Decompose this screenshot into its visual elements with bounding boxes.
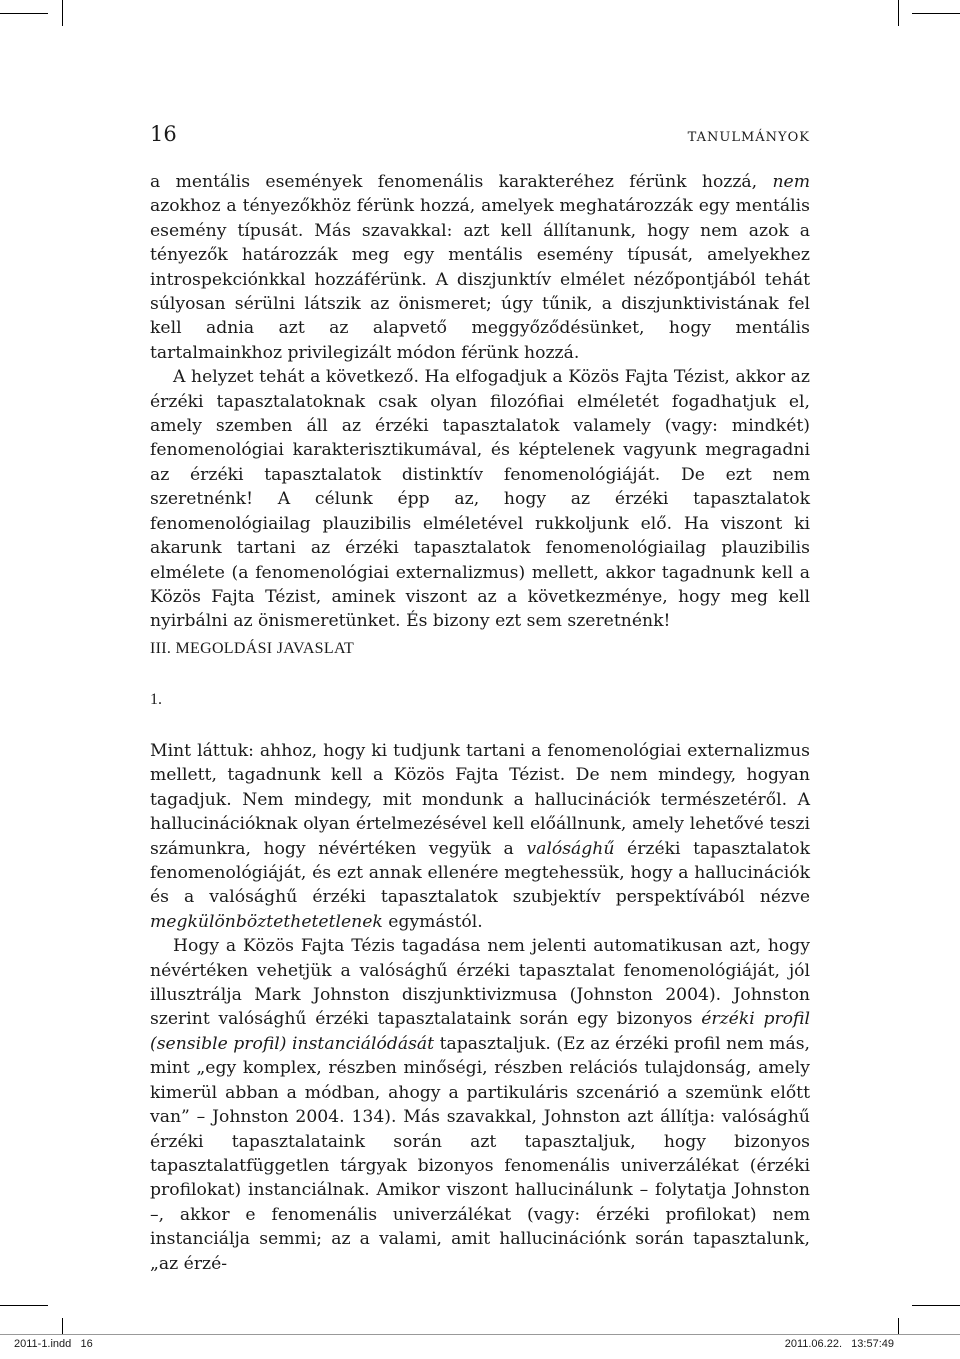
paragraph: [150, 170, 810, 365]
footer-file-label: 2011-1.indd 16: [14, 1338, 93, 1350]
body-text-block-1: [150, 170, 810, 634]
text-run: érzéki tapasztalatok fenomenológiáját, és ezt annak ellenére megtehessük, hogy a hallucinációk és a valósághű érzéki tapasztalatok szubjektív perspektívából nézve: [150, 838, 810, 908]
crop-mark-bottom-left: [0, 1305, 48, 1306]
emphasis-text: nem: [772, 172, 810, 192]
text-run: Hogy a Közös Fajta Tézis tagadása nem jelenti automatikusan azt, hogy névértéken vehetjük a valósághű érzéki tapasztalat fenomenológiáját, jól illusztrálja Mark Johnston diszjunktivizmusa (Johnston 2004). Johnston szerint valósághű érzéki tapasztalataink során egy bizonyos: [150, 936, 810, 1030]
body-text-block-2: [150, 739, 810, 1276]
text-run: Mint láttuk: ahhoz, hogy ki tudjunk tartani a fenomenológiai externalizmus mellett, tagadnunk kell a Közös Fajta Tézist. De nem mindegy, hogyan tagadjuk. Nem mindegy, mit mondunk a hallucinációk természetéről. A hallucinációknak olyan értelmezésével kell előállnunk, amely lehetővé teszi számunkra, hogy névértéken vegyük a: [150, 741, 810, 859]
footer-divider: [0, 1334, 960, 1335]
text-run: tapasztaljuk. (Ez az érzéki profil nem más, mint „egy komplex, részben minőségi, részben relációs tulajdonság, amely kimerül abban a módban, ahogy a partikuláris szcenárió a szemünk előtt van” – Johnston 2004. 134). Más szavakkal, Johnston azt állítja: valósághű érzéki tapasztalataink során azt tapasztaljuk, hogy bizonyos tapasztalatfüggetlen tárgyak bizonyos fenomenális univerzálékat (érzéki profilokat) instanciálnak. Amikor viszont hallucinálunk – folytatja Johnston –, akkor e fenomenális univerzálékat (vagy: érzéki profilokat) nem instanciálja semmi; az a valami, amit hallucinációnk során tapasztalunk, „az érzé-: [150, 1033, 811, 1274]
emphasis-text: megkülönböztethetetlenek: [150, 911, 383, 932]
crop-mark-top-left-vertical: [62, 0, 63, 26]
emphasis-text: valósághű: [526, 838, 615, 859]
crop-mark-top-right: [912, 13, 960, 14]
crop-mark-bottom-right-vertical: [898, 1318, 899, 1334]
text-run: a mentális események fenomenális karakteréhez férünk hozzá,: [150, 172, 773, 192]
page-number: 16: [150, 122, 177, 146]
crop-mark-bottom-left-vertical: [62, 1318, 63, 1334]
paragraph: [150, 739, 810, 934]
footer-timestamp: 2011.06.22. 13:57:49: [784, 1338, 894, 1350]
paragraph: [150, 365, 810, 633]
subsection-number: 1.: [150, 691, 162, 708]
section-heading: III. MEGOLDÁSI JAVASLAT: [150, 640, 355, 657]
text-run: A helyzet tehát a következő. Ha elfogadjuk a Közös Fajta Tézist, akkor az érzéki tapasztalatoknak csak olyan filozófiai elméletét fogadhatjuk el, amely szemben áll az érzéki tapasztalatok valamely (vagy: mindkét) fenomenológiai karakterisztikumával, és képtelenek vagyunk megragadni az érzéki tapasztalatok distinktív fenomenológiáját. De ezt nem szeretnénk! A célunk épp az, hogy az érzéki tapasztalatok fenomenológiailag plauzibilis elméletével rukkoljunk elő. Ha viszont ki akarunk tartani az érzéki tapasztalatok fenomenológiailag plauzibilis elmélete (a fenomenológiai externalizmus) mellett, akkor tagadnunk kell a Közös Fajta Tézist, aminek viszont az a következménye, hogy meg kell nyirbálni az önismeretünket. És bizony ezt sem szeretnénk!: [150, 367, 810, 632]
crop-mark-top-left: [0, 13, 48, 14]
paragraph: [150, 934, 810, 1276]
running-title: TANULMÁNYOK: [687, 130, 810, 145]
text-run: egymástól.: [382, 911, 483, 932]
crop-mark-top-right-vertical: [898, 0, 899, 26]
crop-mark-bottom-right: [912, 1305, 960, 1306]
text-run: azokhoz a tényezőkhöz férünk hozzá, amelyek meghatározzák egy mentális esemény típusát. Más szavakkal: azt kell állítanunk, hogy nem azok a tényezők határozzák meg egy mentális esemény típusát, amelyekhez introspekciónkkal hozzáférünk. A diszjunktív elmélet nézőpontjából tehát súlyosan sérülni látszik az önismeret; úgy tűnik, a diszjunktivistának fel kell adnia azt az alapvető meggyőződésünket, hogy mentális tartalmainkhoz privilegizált módon férünk hozzá.: [150, 196, 810, 363]
emphasis-text: érzéki profil (sensible profil) instanciálódását: [150, 1009, 810, 1054]
page-header: [150, 122, 810, 146]
